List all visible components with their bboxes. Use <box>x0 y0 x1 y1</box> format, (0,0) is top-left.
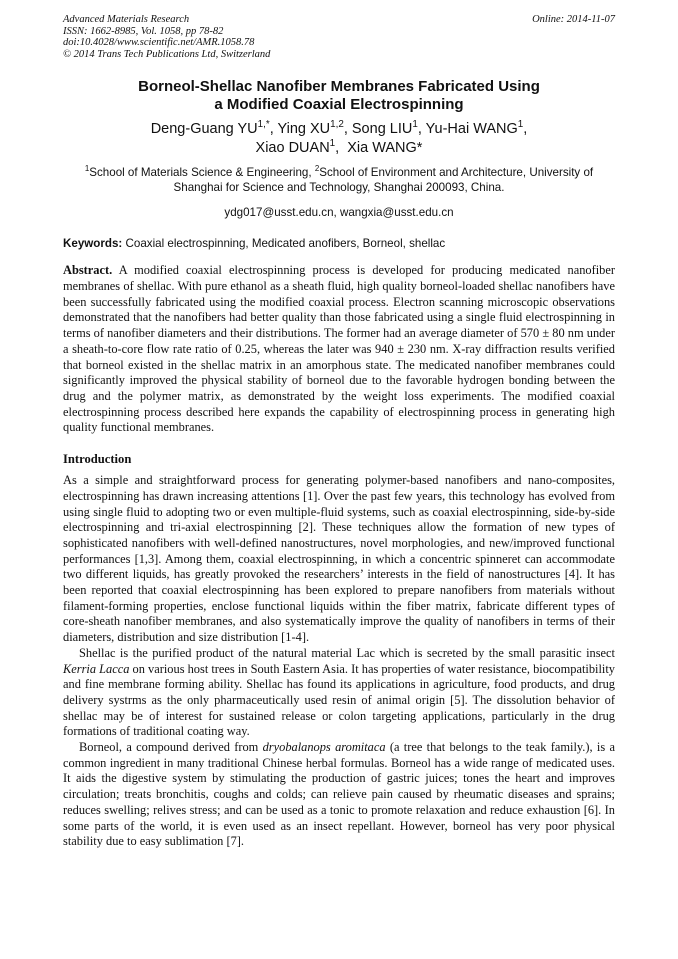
affil-marker-1: 1 <box>84 164 90 174</box>
section-heading-introduction: Introduction <box>63 452 132 467</box>
author-list <box>63 120 615 158</box>
author-line-2: Xiao DUAN$^1$, Xia WANG* <box>255 138 423 157</box>
author-affil-marker: 1,* <box>257 119 270 131</box>
journal-issn: ISSN: 1662-8985, Vol. 1058, pp 78-82 <box>63 25 224 37</box>
keywords-text: Coaxial electrospinning, Medicated anofibers, Borneol, shellac <box>125 237 446 251</box>
paper-title <box>63 78 615 114</box>
author-affil-marker: 1 <box>329 138 336 150</box>
author-line-1: Deng-Guang $YU^{1,*}$, Ying XU$^{1,2}$, Song LIU$^1$, Yu-Hai WANG$^1$, <box>150 119 528 138</box>
journal-copyright: © 2014 Trans Tech Publications Ltd, Switzerland <box>63 48 271 60</box>
author-name: Yu-Hai WANG <box>425 121 518 138</box>
author-name: Song LIU <box>351 121 413 138</box>
affiliation-1: School of Materials Science & Engineering, <box>89 166 312 180</box>
paragraph-text: (a tree that belongs to the teak family.), is a common ingredient in many traditional Chinese herbal formulas. Borneol has a wide range of medicated uses. It aids the digestive system by stimulating the production of gastric juices; tones the heart and improves circulation; treats bronchitis, coughs and colds; can relieve pain caused by rheumatic diseases and sprains; reduces swelling; relives stress; and can be used as a tonic to promote relaxation and reduce exhaustion [6]. In some parts of the world, it is even used as an insect repellant. However, borneol has very poor physical stability due to easy sublimation [7]. <box>63 740 615 849</box>
author-name: Ying XU <box>277 121 331 138</box>
intro-paragraph-1: As a simple and straightforward process for generating polymer-based nanofibers and nano-composites, electrospinning has drawn increasing attentions [1]. Over the past few years, this technology has evolved from using single fluid to adopting two or even multiple-fluid systems, such as coaxial electrospinning, side-by-side electrospinning and tri-axial electrospinning [2]. These techniques allow the formation of new types of sophisticated nanofibers with well-defined nanostructures, novel morphologies, and new/improved functional performances [1,3]. Among them, coaxial electrospinning, in which a concentric spinneret can accommodate two different liquids, has greatly provoked the researchers’ interests in the field of nanostructures [4]. It has been reported that coaxial electrospinning has been explored to prepare nanofibers from materials without filament-forming properties, enclose functional liquids within the fiber matrix, fabricate different types of core-sheath nanofiber membranes, and also systematically improve the quality of nanofibers in terms of their diameters, distribution and size distribution [1-4]. <box>63 473 615 645</box>
author-affil-marker: 1 <box>412 119 418 131</box>
paragraph-text: Borneol, a compound derived from <box>79 740 259 755</box>
author-name: Xiao DUAN <box>255 140 330 157</box>
online-date: Online: 2014-11-07 <box>532 14 615 25</box>
species-name: Kerria Lacca <box>63 661 130 676</box>
keywords <box>63 237 615 250</box>
affiliations <box>63 165 615 195</box>
abstract-text: A modified coaxial electrospinning process is developed for producing medicated nanofiber membranes of shellac. With pure ethanol as a sheath fluid, high quality borneol-loaded shellac nanofibers have been successfully fabricated using the modified coaxial process. Electron scanning microscopic observations demonstrated that the nanofibers had better quality than those fabricated using a single fluid electrospinning in terms of nanofiber diameters and their distributions. The former had an average diameter of 570 ± 80 nm under a sheath-to-core flow rate ratio of 0.25, whereas the later was 940 ± 230 nm. X-ray diffraction results verified that borneol existed in the shellac matrix in an amorphous state. The medicated nanofiber membranes could significantly improved the physical stability of borneol due to the favorable hydrogen bonding between the drug and the polymer matrix, as demonstrated by the weight loss experiments. The modified coaxial electrospinning process described here expands the capability of electrospinning process in generating high quality functional membranes. <box>63 263 615 435</box>
author-affil-marker: 1 <box>517 119 524 131</box>
intro-paragraph-2 <box>63 646 615 740</box>
journal-doi: doi:10.4028/www.scientific.net/AMR.1058.78 <box>63 37 255 49</box>
author-name: Deng-Guang YU <box>150 121 258 138</box>
paper-page <box>63 14 615 850</box>
journal-header <box>63 14 615 60</box>
abstract-label: Abstract. <box>63 263 113 278</box>
keywords-label: Keywords: <box>63 237 123 251</box>
title-line-1: Borneol-Shellac Nanofiber Membranes Fabricated Using <box>138 78 540 96</box>
paragraph-text: Shellac is the purified product of the natural material Lac which is secreted by the small parasitic insect <box>79 645 615 660</box>
contact-email: ydg017@usst.edu.cn, wangxia@usst.edu.cn <box>224 206 454 220</box>
journal-name: Advanced Materials Research <box>63 14 190 25</box>
author-affil-marker: 1,2 <box>330 119 344 131</box>
author-name: Xia WANG* <box>347 140 423 157</box>
affiliation-2: School of Environment and Architecture, University of Shanghai for Science and Technology, Shanghai 200093, China. <box>173 166 594 195</box>
abstract <box>63 263 615 436</box>
paragraph-text: on various host trees in South Eastern Asia. It has properties of water resistance, biocompatibility and fine membrane forming ability. Shellac has found its applications in agriculture, food products, and drug delivery systrms as the only pharmaceutically used resin of animal origin [5]. The dissolution behavior of shellac may be of interest for sustained release or colon targeting applications, particularly in the drug formations of traditional coating way. <box>63 661 615 739</box>
species-name: dryobalanops aromitaca <box>262 740 386 755</box>
affil-marker-2: 2 <box>314 164 320 174</box>
intro-paragraph-3 <box>63 740 615 850</box>
title-line-2: a Modified Coaxial Electrospinning <box>214 96 464 114</box>
